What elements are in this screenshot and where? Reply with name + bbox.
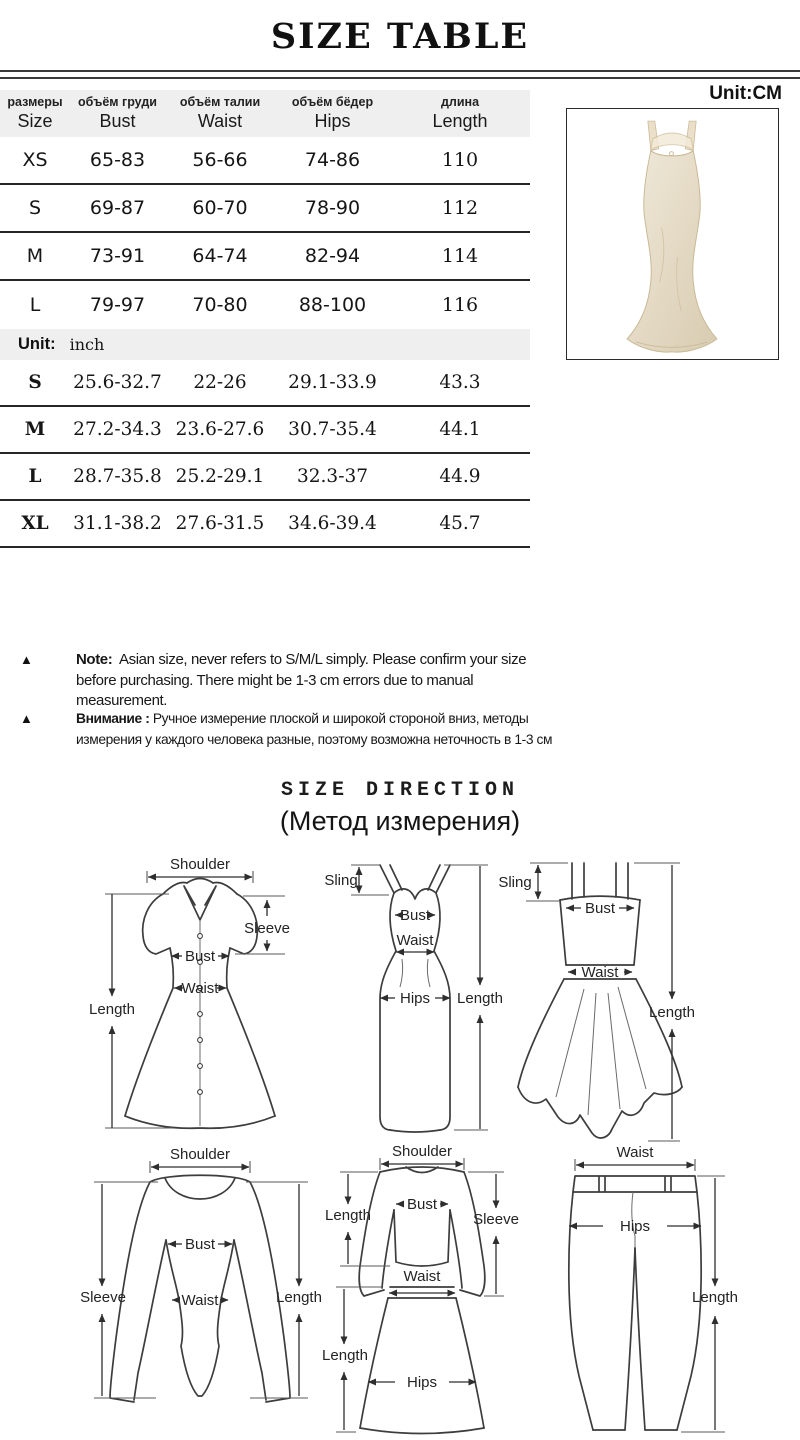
diagram-slip-dress <box>323 857 508 1142</box>
label-length: Length <box>322 1347 368 1364</box>
label-length: Length <box>276 1289 322 1306</box>
label-shoulder: Shoulder <box>169 856 231 873</box>
table-row-inch-xl: XL 31.1-38.2 27.6-31.5 34.6-39.4 45.7 <box>0 501 530 548</box>
header-waist: объём талии Waist <box>179 94 261 131</box>
triangle-bullet-icon: ▲ <box>20 711 33 726</box>
table-row-inch-s: S 25.6-32.7 22-26 29.1-33.9 43.3 <box>0 360 530 407</box>
label-length: Length <box>457 990 503 1007</box>
label-bust: Bust <box>184 948 216 965</box>
table-row-cm-m: M 73-91 64-74 82-94 114 <box>0 233 530 281</box>
label-length: Length <box>692 1289 738 1306</box>
size-direction-title: SIZE DIRECTION <box>280 779 520 802</box>
label-shoulder: Shoulder <box>391 1143 453 1160</box>
table-row-cm-l: L 79-97 70-80 88-100 116 <box>29 294 479 316</box>
page-title: SIZE TABLE <box>270 16 530 57</box>
label-sleeve: Sleeve <box>244 920 290 937</box>
label-bust: Bust <box>406 1196 438 1213</box>
label-hips: Hips <box>399 990 431 1007</box>
size-table <box>0 90 530 548</box>
label-waist: Waist <box>396 932 434 949</box>
diagram-shirt-dress <box>85 856 310 1141</box>
label-waist: Waist <box>181 980 219 997</box>
note-text-russian: Внимание : Ручное измерение плоской и широкой стороной вниз, методы измерения у каждого человека разные, поэтому возможна неточность в 1-3 см <box>76 711 553 747</box>
label-sleeve: Sleeve <box>80 1289 126 1306</box>
table-header-row <box>0 90 530 137</box>
diagram-pants <box>545 1146 740 1440</box>
label-length: Length <box>89 1001 135 1018</box>
header-hips: объём бёдер Hips <box>291 94 374 131</box>
label-sling: Sling <box>324 872 358 889</box>
label-waist: Waist <box>616 1144 654 1161</box>
note-text-english: Note: Asian size, never refers to S/M/L simply. Please confirm your size before purchasing. There might be 1-3 cm errors due to manual measurement. <box>76 651 527 710</box>
note-russian <box>20 709 565 750</box>
label-waist: Waist <box>581 964 619 981</box>
table-row-inch-m: M 27.2-34.3 23.6-27.6 30.7-35.4 44.1 <box>0 407 530 454</box>
size-direction-subtitle: (Метод измерения) <box>279 806 521 836</box>
table-row-cm-s: S 69-87 60-70 78-90 112 <box>0 185 530 233</box>
diagram-top-and-skirt <box>322 1143 522 1440</box>
label-bust: Bust <box>399 907 431 924</box>
triangle-bullet-icon: ▲ <box>20 652 33 667</box>
product-photo-dress <box>567 109 777 358</box>
label-hips: Hips <box>619 1218 651 1235</box>
divider-double-rule <box>0 70 800 79</box>
diagram-bodysuit <box>78 1148 323 1440</box>
label-sling: Sling <box>498 874 532 891</box>
label-length: Length <box>649 1004 695 1021</box>
diagram-flared-dress <box>498 857 710 1147</box>
label-bust: Bust <box>584 900 616 917</box>
label-hips: Hips <box>406 1374 438 1391</box>
unit-inch-row: Unit: inch <box>0 329 530 360</box>
table-row-cm-xs: XS 65-83 56-66 74-86 110 <box>0 137 530 185</box>
header-bust: объём груди Bust <box>78 94 157 131</box>
header-size: размеры Size <box>7 94 63 131</box>
label-bust: Bust <box>184 1236 216 1253</box>
note-english <box>20 650 565 712</box>
label-shoulder: Shoulder <box>169 1146 231 1163</box>
label-sleeve: Sleeve <box>473 1211 519 1228</box>
label-length: Length <box>325 1207 371 1224</box>
product-image-frame <box>566 108 779 360</box>
unit-cm-label: Unit:CM <box>709 83 782 104</box>
label-waist: Waist <box>181 1292 219 1309</box>
header-length: длина Length <box>432 94 488 131</box>
label-waist: Waist <box>403 1268 441 1285</box>
table-row-inch-l: L 28.7-35.8 25.2-29.1 32.3-37 44.9 <box>0 454 530 501</box>
